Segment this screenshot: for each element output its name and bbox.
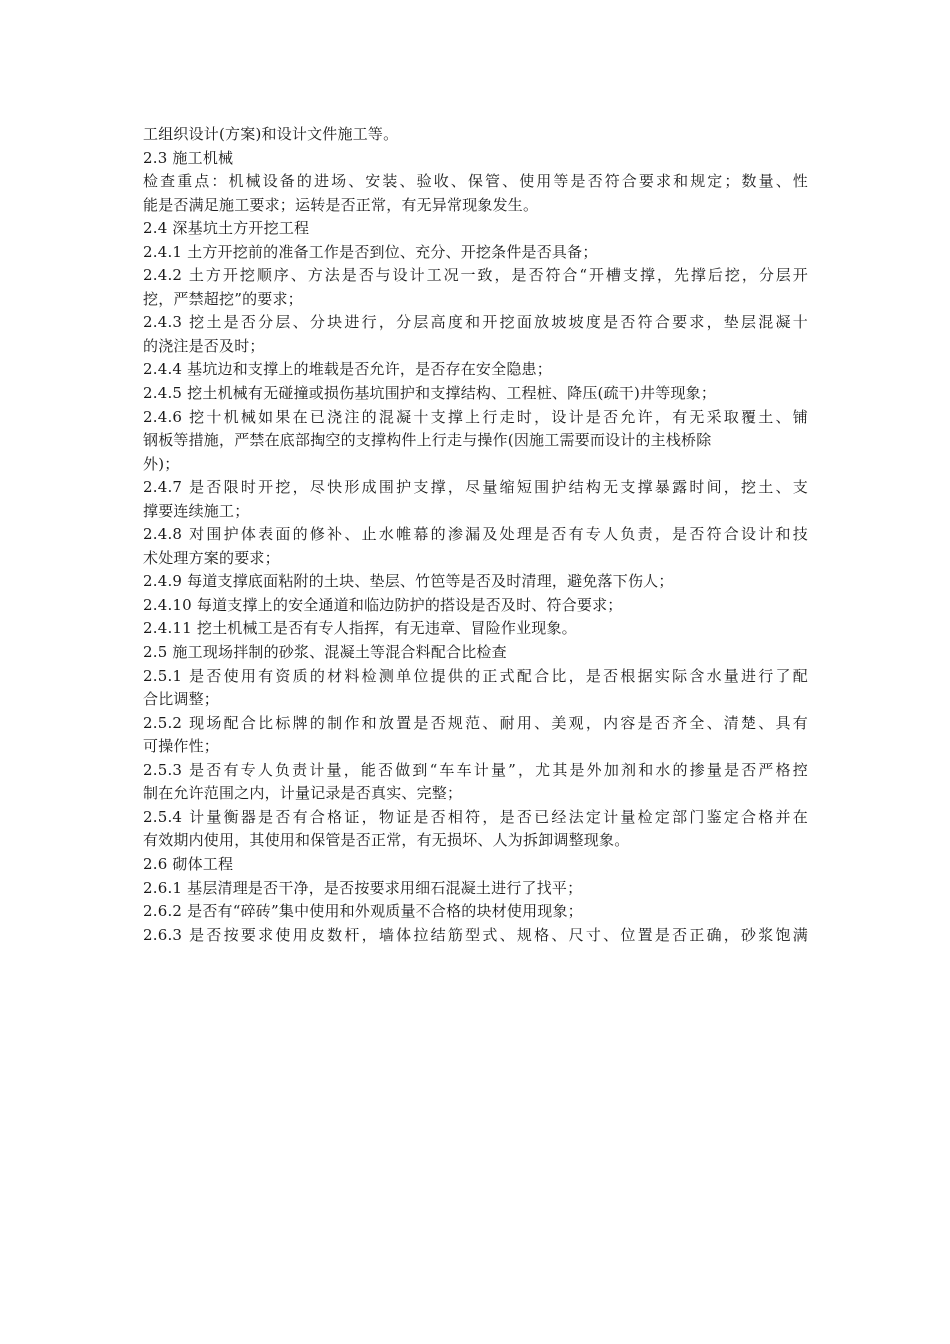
- text-line: 2.4.9 每道支撑底面粘附的土块、垫层、竹笆等是否及时清理，避免落下伤人；: [143, 572, 674, 591]
- text-line: 2.6.3 是否按要求使用皮数杆，墙体拉结筋型式、规格、尺寸、位置是否正确，砂浆饱满: [143, 925, 808, 944]
- text-line: 2.4.5 挖土机械有无碰撞或损伤基坑围护和支撑结构、工程桩、降压(疏干)井等现象；: [143, 384, 717, 403]
- text-line: 2.6 砌体工程: [143, 854, 234, 873]
- text-line: 2.4.3 挖土是否分层、分块进行，分层高度和开挖面放坡坡度是否符合要求，垫层混凝十: [143, 313, 808, 332]
- text-line: 2.4.7 是否限时开挖，尽快形成围护支撑，尽量缩短围护结构无支撑暴露时间，挖土、支: [143, 478, 808, 497]
- text-line: 术处理方案的要求；: [143, 548, 280, 567]
- text-line: 2.4.8 对围护体表面的修补、止水帷幕的渗漏及处理是否有专人负责，是否符合设计和技: [143, 525, 808, 544]
- text-line: 有效期内使用，其使用和保管是否正常，有无损坏、人为拆卸调整现象。: [143, 831, 630, 850]
- text-line: 检查重点：机械设备的进场、安装、验收、保管、使用等是否符合要求和规定；数量、性: [143, 172, 808, 191]
- text-line: 挖，严禁超挖”的要求；: [143, 289, 303, 308]
- text-line: 钢板等措施，严禁在底部掏空的支撑构件上行走与操作(因施工需要而设计的主栈桥除: [143, 431, 712, 450]
- text-line: 2.3 施工机械: [143, 148, 234, 167]
- text-line: 2.4.1 土方开挖前的准备工作是否到位、充分、开挖条件是否具备；: [143, 242, 598, 261]
- text-line: 2.5.1 是否使用有资质的材料检测单位提供的正式配合比，是否根据实际含水量进行了配: [143, 666, 808, 685]
- text-line: 外)；: [143, 454, 180, 473]
- text-line: 2.4.10 每道支撑上的安全通道和临边防护的搭设是否及时、符合要求；: [143, 595, 623, 614]
- text-line: 2.5 施工现场拌制的砂浆、混凝土等混合料配合比检查: [143, 643, 507, 662]
- text-line: 2.4 深基坑土方开挖工程: [143, 219, 310, 238]
- text-line: 2.4.2 土方开挖顺序、方法是否与设计工况一致，是否符合“开槽支撑，先撑后挖，分层开: [143, 266, 808, 285]
- text-line: 可操作性；: [143, 737, 220, 756]
- text-line: 2.5.4 计量衡器是否有合格证，物证是否相符，是否已经法定计量检定部门鉴定合格并在: [143, 807, 808, 826]
- text-line: 制在允许范围之内，计量记录是否真实、完整；: [143, 784, 463, 803]
- text-line: 能是否满足施工要求；运转是否正常，有无异常现象发生。: [143, 195, 539, 214]
- document-body: [143, 123, 808, 947]
- text-line: 的浇注是否及时；: [143, 336, 265, 355]
- text-line: 2.4.11 挖土机械工是否有专人指挥，有无违章、冒险作业现象。: [143, 619, 577, 638]
- text-line: 2.5.2 现场配合比标牌的制作和放置是否规范、耐用、美观，内容是否齐全、清楚、具有: [143, 713, 808, 732]
- text-line: 2.5.3 是否有专人负责计量，能否做到“车车计量”，尤其是外加剂和水的掺量是否严格控: [143, 760, 808, 779]
- text-line: 工组织设计(方案)和设计文件施工等。: [143, 125, 399, 143]
- text-line: 2.6.2 是否有“碎砖”集中使用和外观质量不合格的块材使用现象；: [143, 902, 583, 921]
- text-line: 2.4.6 挖十机械如果在已浇注的混凝十支撑上行走时，设计是否允许，有无采取覆土、铺: [143, 407, 808, 426]
- text-line: 2.4.4 基坑边和支撑上的堆载是否允许，是否存在安全隐患；: [143, 360, 552, 379]
- text-line: 2.6.1 基层清理是否干净，是否按要求用细石混凝土进行了找平；: [143, 878, 583, 897]
- text-line: 合比调整；: [143, 690, 220, 709]
- text-line: 撑要连续施工；: [143, 501, 250, 520]
